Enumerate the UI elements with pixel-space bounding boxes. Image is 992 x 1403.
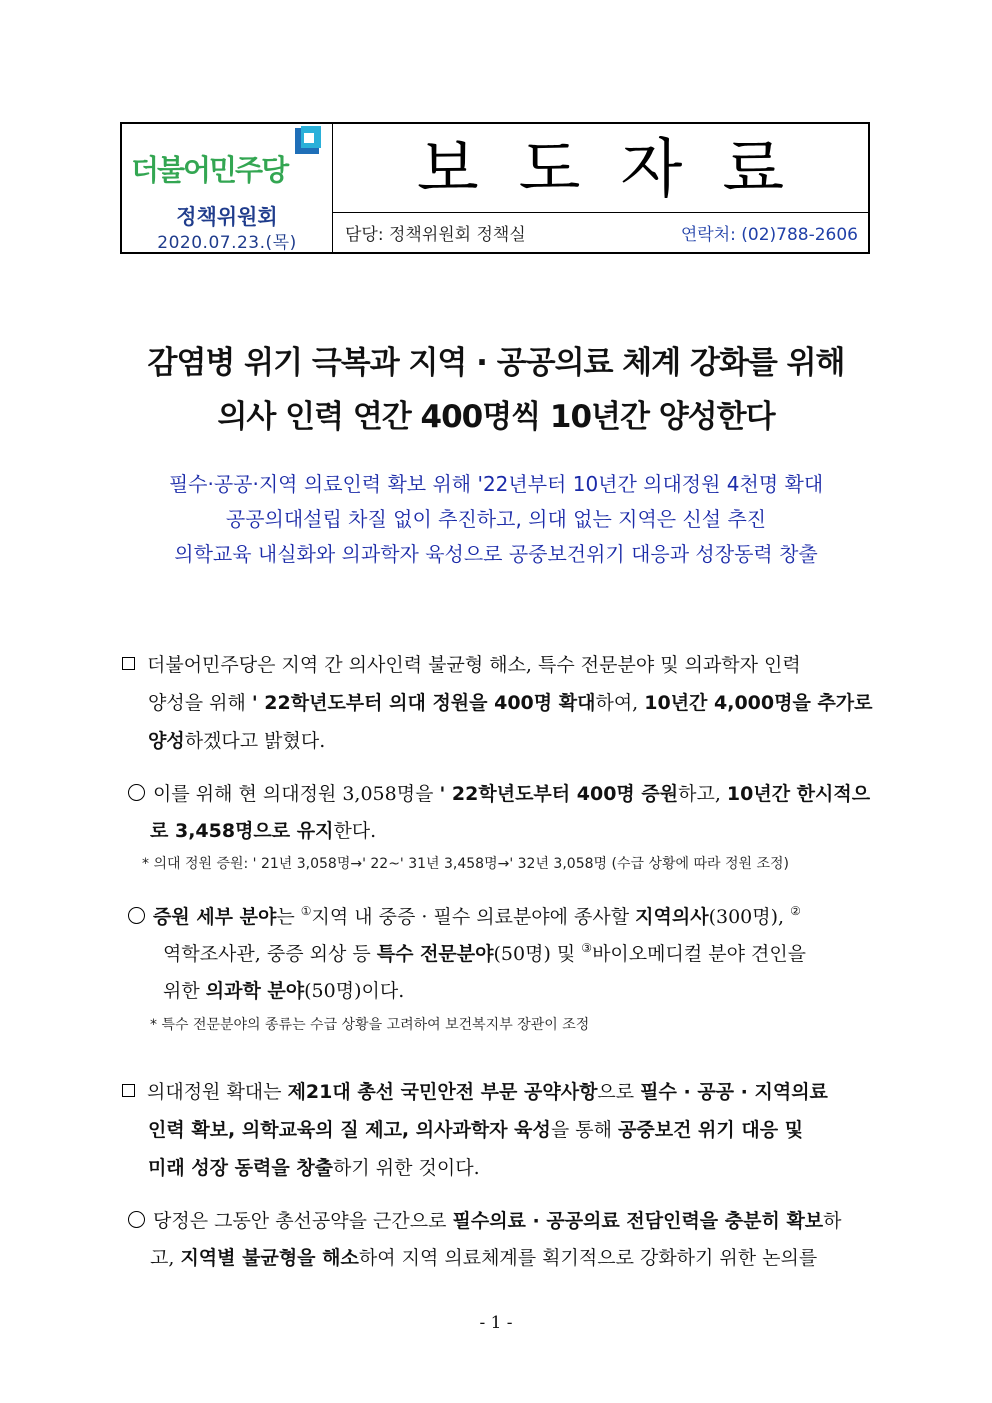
paragraph-1-line-2: 양성을 위해 ' 22학년도부터 의대 정원을 400명 확대하여, 10년간 4,000명을 추가로 bbox=[148, 692, 873, 714]
circle-bullet-icon bbox=[128, 1211, 145, 1228]
committee-name: 정책위원회 bbox=[176, 205, 278, 229]
subheadline-1: 필수·공공·지역 의료인력 확보 위해 '22년부터 10년간 의대정원 4천명 확대 bbox=[168, 472, 824, 496]
contact-row bbox=[333, 212, 868, 252]
paragraph-3-line-1: 증원 세부 분야는 ①지역 내 중증 · 필수 의료분야에 종사할 지역의사(300명), ② bbox=[128, 902, 801, 929]
circle-bullet-icon bbox=[128, 907, 145, 924]
footnote-1: * 의대 정원 증원: ' 21년 3,058명→' 22~' 31년 3,458명→' 32년 3,058명 (수급 상황에 따라 정원 조정) bbox=[142, 856, 789, 872]
paragraph-2-line-1: 이를 위해 현 의대정원 3,058명을 ' 22학년도부터 400명 증원하고, 10년간 한시적으 bbox=[128, 779, 870, 806]
contact-text: 연락처: (02)788-2606 bbox=[680, 225, 858, 245]
paragraph-3-line-3: 위한 의과학 분야(50명)이다. bbox=[163, 980, 405, 1002]
paragraph-3-line-2: 역학조사관, 중증 외상 등 특수 전문분야(50명) 및 ③바이오메디컬 분야 견인을 bbox=[163, 941, 807, 965]
paragraph-1-line-3: 양성하겠다고 밝혔다. bbox=[148, 730, 326, 752]
party-logo-icon bbox=[293, 126, 321, 156]
header-box bbox=[120, 122, 870, 254]
subheadline-2: 공공의대설립 차질 없이 추진하고, 의대 없는 지역은 신설 추진 bbox=[225, 507, 767, 531]
paragraph-4-line-1: 의대정원 확대는 제21대 총선 국민안전 부문 공약사항으로 필수 · 공공 · 지역의료 bbox=[122, 1077, 828, 1104]
title-cell bbox=[333, 124, 868, 252]
square-bullet-icon bbox=[122, 1084, 135, 1097]
paragraph-5-line-1: 당정은 그동안 총선공약을 근간으로 필수의료 · 공공의료 전담인력을 충분히 확보하 bbox=[128, 1206, 842, 1233]
paragraph-4-line-3: 미래 성장 동력을 창출하기 위한 것이다. bbox=[148, 1157, 480, 1179]
headline-line-2: 의사 인력 연간 400명씩 10년간 양성한다 bbox=[217, 399, 775, 435]
paragraph-2-line-2: 로 3,458명으로 유지한다. bbox=[150, 820, 377, 842]
org-cell bbox=[122, 124, 333, 252]
paragraph-5-line-2: 고, 지역별 불균형을 해소하여 지역 의료체계를 획기적으로 강화하기 위한 논의를 bbox=[150, 1247, 818, 1269]
headline-line-1: 감염병 위기 극복과 지역 · 공공의료 체계 강화를 위해 bbox=[147, 345, 845, 381]
paragraph-4-line-2: 인력 확보, 의학교육의 질 제고, 의사과학자 육성을 통해 공중보건 위기 대응 및 bbox=[148, 1119, 804, 1141]
circle-bullet-icon bbox=[128, 784, 145, 801]
charge-text: 담당: 정책위원회 정책실 bbox=[345, 225, 526, 245]
paragraph-1-line-1: 더불어민주당은 지역 간 의사인력 불균형 해소, 특수 전문분야 및 의과학자 인력 bbox=[122, 650, 801, 677]
footnote-2: * 특수 전문분야의 종류는 수급 상황을 고려하여 보건복지부 장관이 조정 bbox=[150, 1017, 590, 1033]
party-name: 더불어민주당 bbox=[131, 153, 288, 187]
subheadline-3: 의학교육 내실화와 의과학자 육성으로 공중보건위기 대응과 성장동력 창출 bbox=[174, 542, 818, 566]
square-bullet-icon bbox=[122, 657, 135, 670]
release-date: 2020.07.23.(목) bbox=[157, 233, 297, 253]
page-number: - 1 - bbox=[479, 1313, 513, 1333]
doc-type-title: 보도자료 bbox=[416, 133, 825, 207]
